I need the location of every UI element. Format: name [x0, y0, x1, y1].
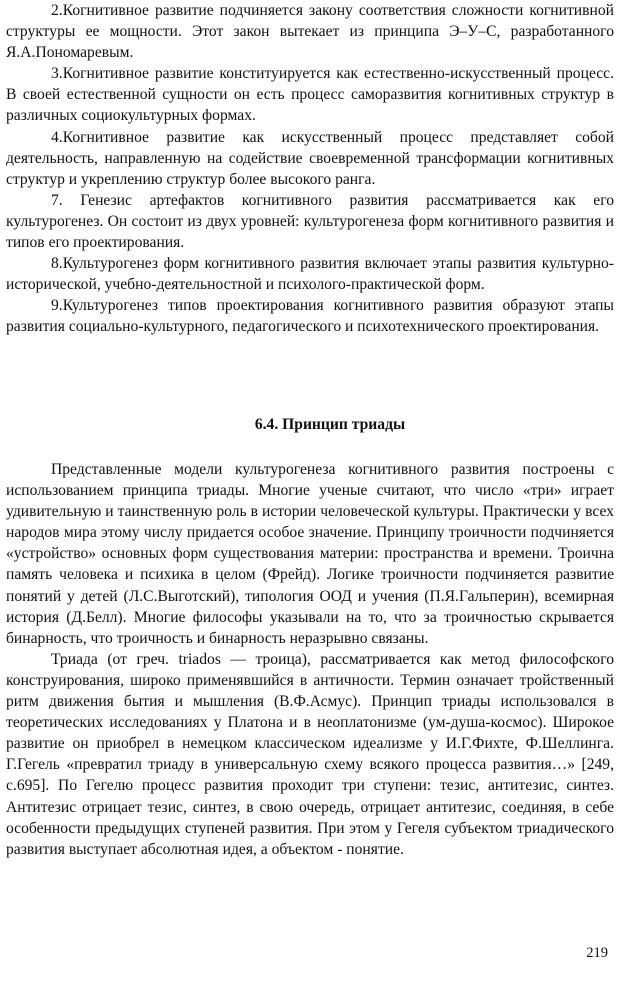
page-number: 219 [586, 945, 608, 961]
paragraph-point-2: 2.Когнитивное развитие подчиняется закону соответствия сложности когнитивной структуры ее мощности. Этот закон вытекает из принципа Э–У–С, разработанного Я.А.Пономаревым. [6, 2, 614, 62]
paragraph-point-7: 7. Генезис артефактов когнитивного развития рассматривается как его культурогенез. Он состоит из двух уровней: культурогенеза форм когнитивного развития и типов его проектирования. [6, 191, 614, 252]
paragraph-triad-intro: Представленные модели культурогенеза когнитивного развития построены с использованием принципа триады. Многие ученые считают, что число «три» играет удивительную и таинственную роль в истории человеческой культуры. Практически у всех народов мира этому числу придается особое значение. Принципу троичности подчиняется «устройство» основных форм существования материи: пространства и времени. Троична память человека и психика в целом (Фрейд). Логике троичности подчиняется развитие понятий у детей (Л.С.Выготский), типология ООД и учения (П.Я.Гальперин), всемирная история (Д.Белл). Многие философы указывали на то, что за троичностью скрывается бинарность, что троичность и бинарность неразрывно связаны. [6, 461, 614, 647]
section-heading: 6.4. Принцип триады [254, 416, 406, 433]
paragraph-point-4: 4.Когнитивное развитие как искусственный процесс представляет собой деятельность, направленную на содействие своевременной трансформации когнитивных структур и укреплению структур более высокого ранга. [6, 128, 614, 188]
paragraph-point-8: 8.Культурогенез форм когнитивного развития включает этапы развития культурно-исторической, учебно-деятельностной и психолого-практической форм. [6, 255, 614, 294]
text-block-bottom [6, 459, 614, 860]
paragraph-triad-definition: Триада (от греч. triados — троица), рассматривается как метод философского конструирования, широко применявшийся в античности. Термин означает тройственный ритм движения бытия и мышления (В.Ф.Асмус). Принцип триады использовался в теоретических исследованиях у Платона и в неоплатонизме (ум-душа-космос). Широкое развитие он приобрел в немецком классическом идеализме у И.Г.Фихте, Ф.Шеллинга. Г.Гегель «превратил триаду в универсальную схему всякого процесса развития…» [249, с.695]. По Гегелю процесс развития проходит три ступени: тезис, антитезис, синтез. Антитезис отрицает тезис, синтез, в свою очередь, отрицает антитезис, соединяя, в себе особенности предыдущих ступеней развития. При этом у Гегеля субъектом триадического развития выступает абсолютная идея, а объектом - понятие. [6, 650, 614, 858]
paragraph-point-3: 3.Когнитивное развитие конституируется как естественно-искусственный процесс. В своей естественной сущности он есть процесс саморазвития когнитивных структур в различных социокультурных формах. [6, 65, 614, 125]
paragraph-point-9: 9.Культурогенез типов проектирования когнитивного развития образуют этапы развития социально-культурного, педагогического и психотехнического проектирования. [6, 297, 614, 336]
text-block-top [6, 0, 614, 338]
